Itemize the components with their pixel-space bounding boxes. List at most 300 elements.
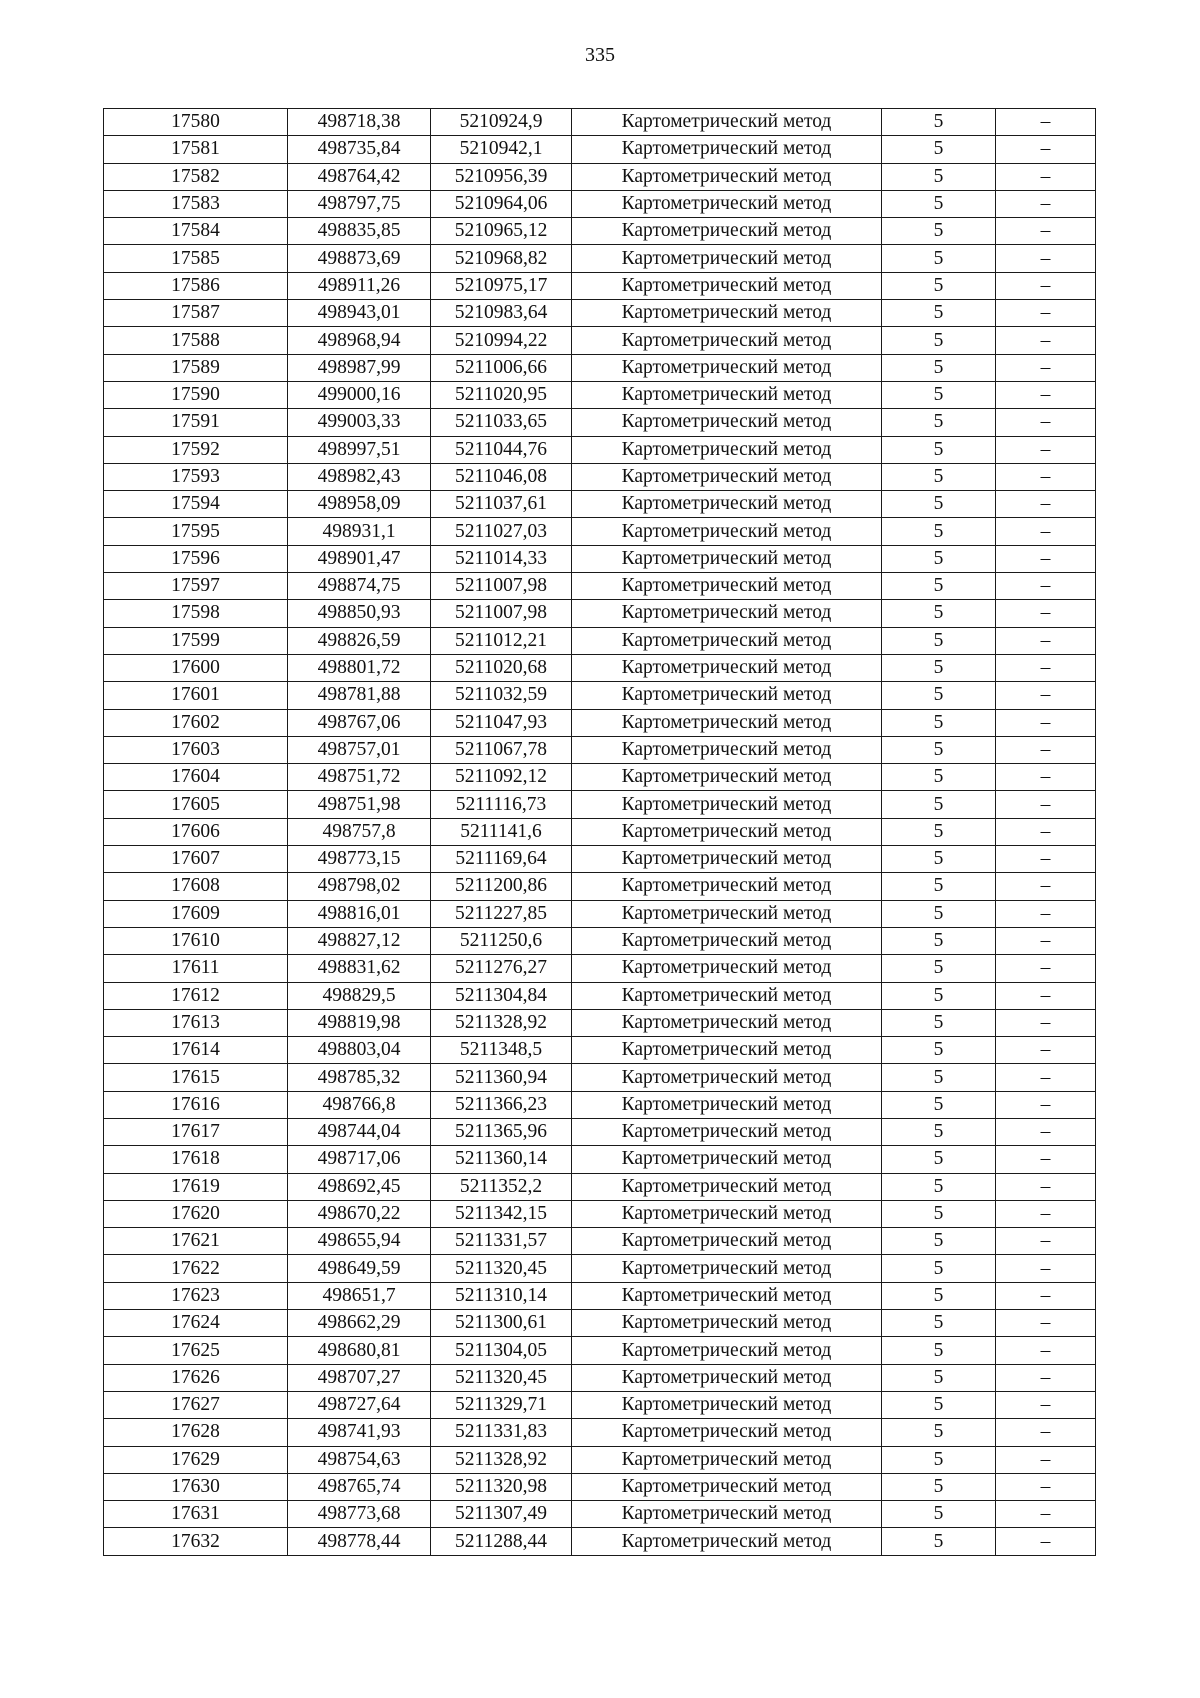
y-coordinate-cell: 5211304,05 [431,1337,572,1364]
table-row [104,627,1096,654]
table-row [104,573,1096,600]
table-row [104,1310,1096,1337]
note-cell: – [996,818,1096,845]
note-cell: – [996,846,1096,873]
point-number-cell: 17581 [104,136,288,163]
x-coordinate-cell: 499000,16 [288,381,431,408]
table-row [104,1200,1096,1227]
y-coordinate-cell: 5210968,82 [431,245,572,272]
table-row [104,791,1096,818]
x-coordinate-cell: 498744,04 [288,1118,431,1145]
table-row [104,354,1096,381]
note-cell: – [996,518,1096,545]
method-cell: Картометрический метод [572,272,882,299]
page-number: 335 [585,44,615,66]
table-row [104,1173,1096,1200]
table-row [104,545,1096,572]
method-cell: Картометрический метод [572,846,882,873]
point-number-cell: 17604 [104,764,288,791]
point-number-cell: 17583 [104,190,288,217]
y-coordinate-cell: 5210965,12 [431,218,572,245]
point-number-cell: 17624 [104,1310,288,1337]
accuracy-cell: 5 [882,300,996,327]
point-number-cell: 17625 [104,1337,288,1364]
note-cell: – [996,927,1096,954]
method-cell: Картометрический метод [572,600,882,627]
accuracy-cell: 5 [882,1228,996,1255]
y-coordinate-cell: 5211352,2 [431,1173,572,1200]
point-number-cell: 17630 [104,1473,288,1500]
point-number-cell: 17598 [104,600,288,627]
accuracy-cell: 5 [882,1473,996,1500]
note-cell: – [996,1009,1096,1036]
note-cell: – [996,1200,1096,1227]
accuracy-cell: 5 [882,1419,996,1446]
table-row [104,491,1096,518]
x-coordinate-cell: 498997,51 [288,436,431,463]
point-number-cell: 17616 [104,1091,288,1118]
point-number-cell: 17632 [104,1528,288,1555]
x-coordinate-cell: 498958,09 [288,491,431,518]
method-cell: Картометрический метод [572,573,882,600]
method-cell: Картометрический метод [572,1200,882,1227]
point-number-cell: 17580 [104,109,288,136]
y-coordinate-cell: 5211360,94 [431,1064,572,1091]
method-cell: Картометрический метод [572,245,882,272]
accuracy-cell: 5 [882,272,996,299]
table-row [104,955,1096,982]
method-cell: Картометрический метод [572,327,882,354]
note-cell: – [996,627,1096,654]
table-row [104,1446,1096,1473]
accuracy-cell: 5 [882,600,996,627]
x-coordinate-cell: 498765,74 [288,1473,431,1500]
x-coordinate-cell: 498649,59 [288,1255,431,1282]
accuracy-cell: 5 [882,791,996,818]
accuracy-cell: 5 [882,573,996,600]
note-cell: – [996,709,1096,736]
point-number-cell: 17611 [104,955,288,982]
method-cell: Картометрический метод [572,1364,882,1391]
y-coordinate-cell: 5211300,61 [431,1310,572,1337]
note-cell: – [996,955,1096,982]
method-cell: Картометрический метод [572,818,882,845]
point-number-cell: 17603 [104,736,288,763]
y-coordinate-cell: 5210994,22 [431,327,572,354]
x-coordinate-cell: 498751,98 [288,791,431,818]
coordinates-table [103,108,1096,1556]
note-cell: – [996,272,1096,299]
table-row [104,1337,1096,1364]
point-number-cell: 17614 [104,1037,288,1064]
method-cell: Картометрический метод [572,381,882,408]
y-coordinate-cell: 5211304,84 [431,982,572,1009]
accuracy-cell: 5 [882,190,996,217]
table-row [104,245,1096,272]
point-number-cell: 17629 [104,1446,288,1473]
accuracy-cell: 5 [882,736,996,763]
method-cell: Картометрический метод [572,1473,882,1500]
table-row [104,327,1096,354]
x-coordinate-cell: 498968,94 [288,327,431,354]
y-coordinate-cell: 5211169,64 [431,846,572,873]
method-cell: Картометрический метод [572,1446,882,1473]
accuracy-cell: 5 [882,1337,996,1364]
method-cell: Картометрический метод [572,1419,882,1446]
y-coordinate-cell: 5211227,85 [431,900,572,927]
accuracy-cell: 5 [882,1009,996,1036]
table-row [104,682,1096,709]
table-row [104,900,1096,927]
accuracy-cell: 5 [882,545,996,572]
note-cell: – [996,1473,1096,1500]
note-cell: – [996,791,1096,818]
point-number-cell: 17591 [104,409,288,436]
x-coordinate-cell: 498773,15 [288,846,431,873]
note-cell: – [996,764,1096,791]
note-cell: – [996,436,1096,463]
point-number-cell: 17601 [104,682,288,709]
note-cell: – [996,409,1096,436]
x-coordinate-cell: 498826,59 [288,627,431,654]
table-row [104,436,1096,463]
table-row [104,190,1096,217]
x-coordinate-cell: 498662,29 [288,1310,431,1337]
y-coordinate-cell: 5211310,14 [431,1282,572,1309]
accuracy-cell: 5 [882,245,996,272]
x-coordinate-cell: 498735,84 [288,136,431,163]
accuracy-cell: 5 [882,1255,996,1282]
table-row [104,1228,1096,1255]
note-cell: – [996,1337,1096,1364]
point-number-cell: 17622 [104,1255,288,1282]
x-coordinate-cell: 498778,44 [288,1528,431,1555]
x-coordinate-cell: 498718,38 [288,109,431,136]
accuracy-cell: 5 [882,1501,996,1528]
point-number-cell: 17615 [104,1064,288,1091]
accuracy-cell: 5 [882,463,996,490]
method-cell: Картометрический метод [572,709,882,736]
method-cell: Картометрический метод [572,1146,882,1173]
point-number-cell: 17600 [104,654,288,681]
note-cell: – [996,300,1096,327]
y-coordinate-cell: 5211012,21 [431,627,572,654]
table-row [104,1364,1096,1391]
table-row [104,709,1096,736]
point-number-cell: 17599 [104,627,288,654]
table-row [104,1391,1096,1418]
table-row [104,136,1096,163]
note-cell: – [996,1228,1096,1255]
y-coordinate-cell: 5211067,78 [431,736,572,763]
x-coordinate-cell: 498773,68 [288,1501,431,1528]
note-cell: – [996,218,1096,245]
x-coordinate-cell: 498827,12 [288,927,431,954]
point-number-cell: 17588 [104,327,288,354]
x-coordinate-cell: 498829,5 [288,982,431,1009]
table-row [104,463,1096,490]
accuracy-cell: 5 [882,955,996,982]
note-cell: – [996,1255,1096,1282]
x-coordinate-cell: 498785,32 [288,1064,431,1091]
table-row [104,518,1096,545]
y-coordinate-cell: 5211020,95 [431,381,572,408]
table-row [104,409,1096,436]
accuracy-cell: 5 [882,518,996,545]
point-number-cell: 17626 [104,1364,288,1391]
point-number-cell: 17602 [104,709,288,736]
y-coordinate-cell: 5211320,45 [431,1364,572,1391]
note-cell: – [996,327,1096,354]
x-coordinate-cell: 498819,98 [288,1009,431,1036]
x-coordinate-cell: 498816,01 [288,900,431,927]
table-row [104,1037,1096,1064]
note-cell: – [996,109,1096,136]
x-coordinate-cell: 498670,22 [288,1200,431,1227]
y-coordinate-cell: 5211307,49 [431,1501,572,1528]
note-cell: – [996,190,1096,217]
accuracy-cell: 5 [882,163,996,190]
method-cell: Картометрический метод [572,682,882,709]
accuracy-cell: 5 [882,327,996,354]
accuracy-cell: 5 [882,381,996,408]
accuracy-cell: 5 [882,1282,996,1309]
point-number-cell: 17617 [104,1118,288,1145]
x-coordinate-cell: 498680,81 [288,1337,431,1364]
y-coordinate-cell: 5211200,86 [431,873,572,900]
x-coordinate-cell: 498803,04 [288,1037,431,1064]
accuracy-cell: 5 [882,1200,996,1227]
point-number-cell: 17605 [104,791,288,818]
y-coordinate-cell: 5211342,15 [431,1200,572,1227]
accuracy-cell: 5 [882,982,996,1009]
accuracy-cell: 5 [882,764,996,791]
point-number-cell: 17594 [104,491,288,518]
note-cell: – [996,1037,1096,1064]
accuracy-cell: 5 [882,927,996,954]
note-cell: – [996,600,1096,627]
method-cell: Картометрический метод [572,873,882,900]
method-cell: Картометрический метод [572,1173,882,1200]
accuracy-cell: 5 [882,218,996,245]
method-cell: Картометрический метод [572,654,882,681]
y-coordinate-cell: 5211037,61 [431,491,572,518]
y-coordinate-cell: 5211360,14 [431,1146,572,1173]
method-cell: Картометрический метод [572,955,882,982]
y-coordinate-cell: 5211033,65 [431,409,572,436]
point-number-cell: 17585 [104,245,288,272]
note-cell: – [996,982,1096,1009]
note-cell: – [996,1528,1096,1555]
x-coordinate-cell: 498835,85 [288,218,431,245]
table-row [104,109,1096,136]
method-cell: Картометрический метод [572,982,882,1009]
y-coordinate-cell: 5211020,68 [431,654,572,681]
y-coordinate-cell: 5210975,17 [431,272,572,299]
y-coordinate-cell: 5211320,98 [431,1473,572,1500]
table-row [104,927,1096,954]
accuracy-cell: 5 [882,654,996,681]
table-row [104,1091,1096,1118]
method-cell: Картометрический метод [572,1528,882,1555]
note-cell: – [996,682,1096,709]
accuracy-cell: 5 [882,1037,996,1064]
x-coordinate-cell: 498987,99 [288,354,431,381]
point-number-cell: 17618 [104,1146,288,1173]
method-cell: Картометрический метод [572,300,882,327]
method-cell: Картометрический метод [572,1228,882,1255]
x-coordinate-cell: 498982,43 [288,463,431,490]
y-coordinate-cell: 5211116,73 [431,791,572,818]
x-coordinate-cell: 498911,26 [288,272,431,299]
y-coordinate-cell: 5211348,5 [431,1037,572,1064]
accuracy-cell: 5 [882,109,996,136]
point-number-cell: 17597 [104,573,288,600]
accuracy-cell: 5 [882,1446,996,1473]
table-row [104,1528,1096,1555]
x-coordinate-cell: 498757,01 [288,736,431,763]
note-cell: – [996,1419,1096,1446]
table-row [104,1009,1096,1036]
table-row [104,764,1096,791]
accuracy-cell: 5 [882,1091,996,1118]
y-coordinate-cell: 5211365,96 [431,1118,572,1145]
table-row [104,163,1096,190]
accuracy-cell: 5 [882,436,996,463]
table-row [104,1501,1096,1528]
y-coordinate-cell: 5210956,39 [431,163,572,190]
table-row [104,1064,1096,1091]
point-number-cell: 17623 [104,1282,288,1309]
point-number-cell: 17582 [104,163,288,190]
note-cell: – [996,381,1096,408]
table-row [104,1255,1096,1282]
accuracy-cell: 5 [882,682,996,709]
y-coordinate-cell: 5211044,76 [431,436,572,463]
x-coordinate-cell: 498757,8 [288,818,431,845]
accuracy-cell: 5 [882,1064,996,1091]
y-coordinate-cell: 5211329,71 [431,1391,572,1418]
accuracy-cell: 5 [882,1391,996,1418]
note-cell: – [996,873,1096,900]
table-row [104,982,1096,1009]
x-coordinate-cell: 498798,02 [288,873,431,900]
point-number-cell: 17587 [104,300,288,327]
table-row [104,1473,1096,1500]
method-cell: Картометрический метод [572,136,882,163]
note-cell: – [996,491,1096,518]
method-cell: Картометрический метод [572,436,882,463]
note-cell: – [996,1364,1096,1391]
table-row [104,1146,1096,1173]
point-number-cell: 17609 [104,900,288,927]
x-coordinate-cell: 498727,64 [288,1391,431,1418]
table-row [104,600,1096,627]
accuracy-cell: 5 [882,1310,996,1337]
accuracy-cell: 5 [882,627,996,654]
y-coordinate-cell: 5211032,59 [431,682,572,709]
method-cell: Картометрический метод [572,163,882,190]
x-coordinate-cell: 498831,62 [288,955,431,982]
note-cell: – [996,163,1096,190]
table-row [104,1118,1096,1145]
y-coordinate-cell: 5211006,66 [431,354,572,381]
point-number-cell: 17606 [104,818,288,845]
method-cell: Картометрический метод [572,463,882,490]
point-number-cell: 17628 [104,1419,288,1446]
method-cell: Картометрический метод [572,927,882,954]
x-coordinate-cell: 498717,06 [288,1146,431,1173]
point-number-cell: 17610 [104,927,288,954]
accuracy-cell: 5 [882,900,996,927]
y-coordinate-cell: 5211331,57 [431,1228,572,1255]
table-row [104,218,1096,245]
method-cell: Картометрический метод [572,1501,882,1528]
note-cell: – [996,1146,1096,1173]
point-number-cell: 17592 [104,436,288,463]
method-cell: Картометрический метод [572,1118,882,1145]
note-cell: – [996,654,1096,681]
accuracy-cell: 5 [882,1118,996,1145]
x-coordinate-cell: 498943,01 [288,300,431,327]
y-coordinate-cell: 5211046,08 [431,463,572,490]
method-cell: Картометрический метод [572,1391,882,1418]
point-number-cell: 17590 [104,381,288,408]
x-coordinate-cell: 498655,94 [288,1228,431,1255]
method-cell: Картометрический метод [572,218,882,245]
method-cell: Картометрический метод [572,1337,882,1364]
y-coordinate-cell: 5211141,6 [431,818,572,845]
x-coordinate-cell: 498651,7 [288,1282,431,1309]
method-cell: Картометрический метод [572,491,882,518]
accuracy-cell: 5 [882,818,996,845]
table-row [104,736,1096,763]
method-cell: Картометрический метод [572,1282,882,1309]
x-coordinate-cell: 498901,47 [288,545,431,572]
point-number-cell: 17631 [104,1501,288,1528]
x-coordinate-cell: 498874,75 [288,573,431,600]
note-cell: – [996,545,1096,572]
x-coordinate-cell: 498873,69 [288,245,431,272]
method-cell: Картометрический метод [572,409,882,436]
method-cell: Картометрический метод [572,1037,882,1064]
x-coordinate-cell: 498766,8 [288,1091,431,1118]
x-coordinate-cell: 498692,45 [288,1173,431,1200]
accuracy-cell: 5 [882,709,996,736]
x-coordinate-cell: 499003,33 [288,409,431,436]
table-row [104,873,1096,900]
y-coordinate-cell: 5211092,12 [431,764,572,791]
table-row [104,846,1096,873]
table-row [104,300,1096,327]
point-number-cell: 17589 [104,354,288,381]
point-number-cell: 17608 [104,873,288,900]
x-coordinate-cell: 498751,72 [288,764,431,791]
point-number-cell: 17621 [104,1228,288,1255]
table-row [104,654,1096,681]
table-row [104,272,1096,299]
method-cell: Картометрический метод [572,627,882,654]
method-cell: Картометрический метод [572,1091,882,1118]
accuracy-cell: 5 [882,1364,996,1391]
accuracy-cell: 5 [882,136,996,163]
method-cell: Картометрический метод [572,900,882,927]
x-coordinate-cell: 498707,27 [288,1364,431,1391]
y-coordinate-cell: 5211027,03 [431,518,572,545]
accuracy-cell: 5 [882,1528,996,1555]
accuracy-cell: 5 [882,1146,996,1173]
method-cell: Картометрический метод [572,1255,882,1282]
